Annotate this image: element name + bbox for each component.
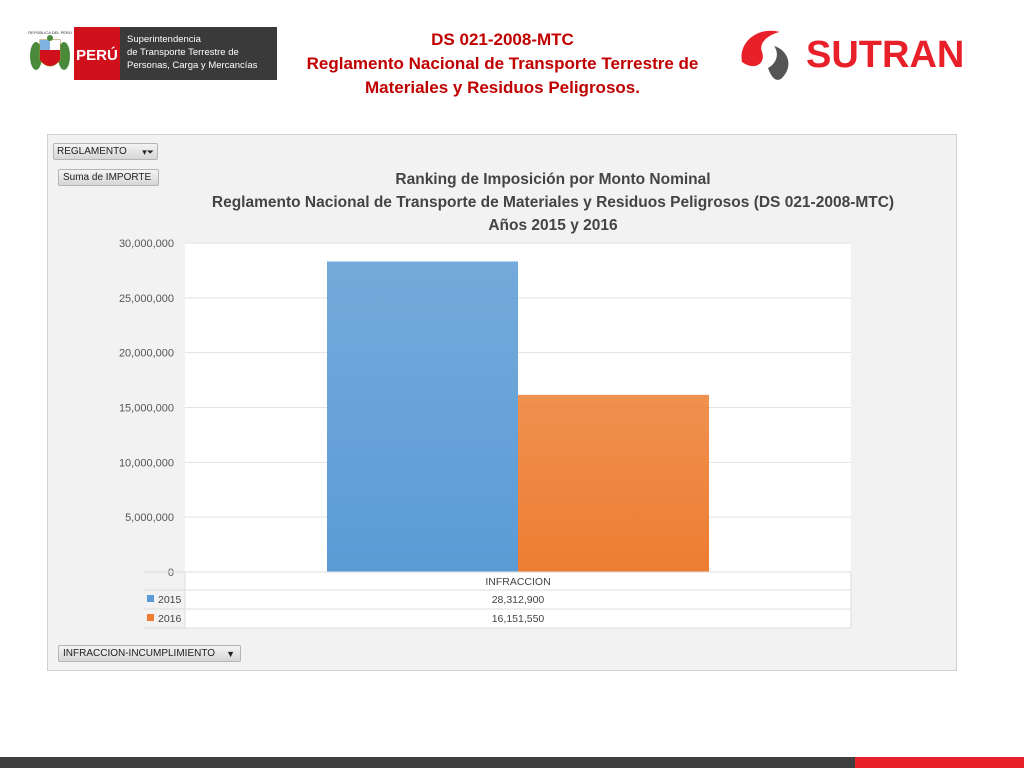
page-title-line-2: Reglamento Nacional de Transporte Terrestre de <box>306 54 699 73</box>
bar-2016 <box>518 395 709 572</box>
y-tick-label: 20,000,000 <box>118 347 174 360</box>
svg-text:REPÚBLICA DEL PERÚ: REPÚBLICA DEL PERÚ <box>28 30 72 35</box>
sutran-swoosh-icon <box>741 31 788 80</box>
chevron-down-icon: ▼ <box>226 649 235 659</box>
y-tick-label: 5,000,000 <box>125 512 174 525</box>
chart-title-line-2: Reglamento Nacional de Transporte de Materiales y Residuos Peligrosos (DS 021-2008-MTC) <box>211 194 895 211</box>
x-category-label: INFRACCION <box>485 576 551 588</box>
bar-chart <box>48 135 956 670</box>
page-title-line-3: Materiales y Residuos Peligrosos. <box>365 78 640 97</box>
pivot-chart-panel <box>47 134 957 671</box>
institution-line-1: Superintendencia <box>127 34 201 45</box>
chart-title-line-1: Ranking de Imposición por Monto Nominal <box>395 171 711 188</box>
legend-label-2016: 2016 <box>158 613 182 625</box>
chart-title-line-3: Años 2015 y 2016 <box>488 217 618 234</box>
footer-bar-accent <box>855 757 1024 768</box>
y-tick-label: 30,000,000 <box>118 238 174 250</box>
page-title-line-1: DS 021-2008-MTC <box>431 30 574 49</box>
infraccion-axis-label: INFRACCION-INCUMPLIMIENTO <box>63 648 216 659</box>
legend-label-2015: 2015 <box>158 594 182 606</box>
suma-importe-label: Suma de IMPORTE <box>63 172 152 183</box>
y-axis-ticks <box>119 238 174 579</box>
y-tick-label: 10,000,000 <box>118 457 174 470</box>
data-table <box>143 572 851 628</box>
legend-swatch-2016 <box>147 614 154 621</box>
y-tick-label: 25,000,000 <box>118 292 174 305</box>
bar-2015 <box>327 262 518 572</box>
peru-wordmark: PERÚ <box>76 47 118 64</box>
filter-icon: ▾​⏷ <box>142 147 154 157</box>
y-tick-label: 0 <box>167 567 174 579</box>
sutran-wordmark: SUTRAN <box>806 34 965 76</box>
peru-sutran-logo <box>28 26 277 81</box>
y-tick-label: 15,000,000 <box>118 402 174 415</box>
page-title <box>280 28 725 100</box>
sutran-logo <box>736 24 996 84</box>
institution-line-3: Personas, Carga y Mercancías <box>127 60 258 71</box>
data-label-2015: 28,312,900 <box>491 594 545 606</box>
reglamento-filter-label: REGLAMENTO <box>57 146 127 157</box>
chart-title <box>212 171 894 234</box>
data-label-2016: 16,151,550 <box>491 613 545 625</box>
institution-line-2: de Transporte Terrestre de <box>127 47 239 58</box>
legend-swatch-2015 <box>147 595 154 602</box>
